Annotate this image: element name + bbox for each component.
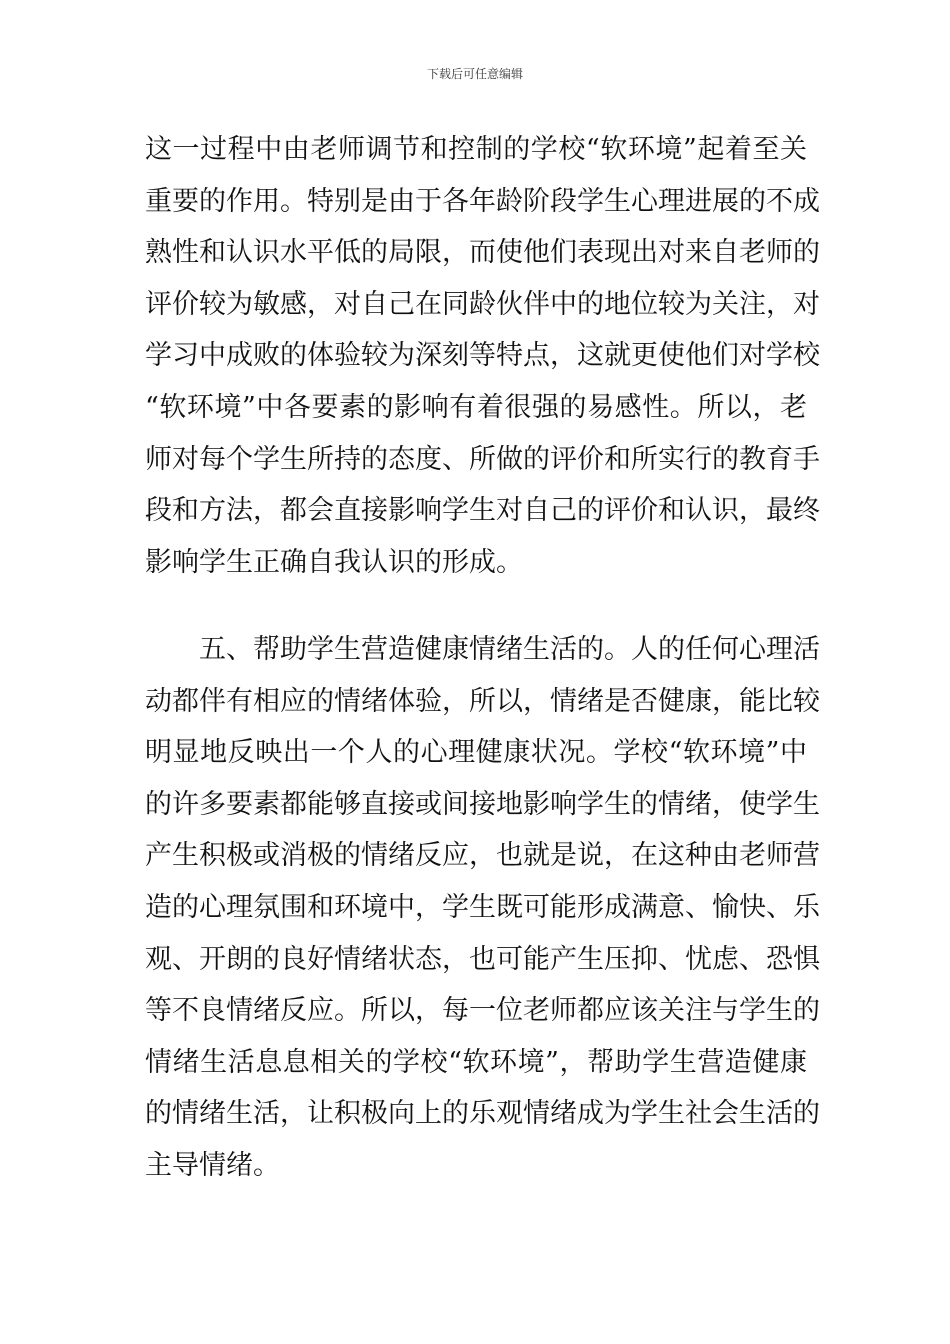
text-line: 段和方法，都会直接影响学生对自己的评价和认识，最终 — [145, 495, 820, 527]
text-line: 产生积极或消极的情绪反应，也就是说，在这种由老师营 — [145, 840, 820, 872]
text-line: 师对每个学生所持的态度、所做的评价和所实行的教育手 — [145, 443, 820, 475]
page-header: 下载后可任意编辑 — [426, 67, 523, 81]
text-line: 的情绪生活，让积极向上的乐观情绪成为学生社会生活的 — [145, 1098, 820, 1130]
text-line: 等不良情绪反应。所以，每一位老师都应该关注与学生的 — [145, 995, 820, 1027]
text-line: 明显地反映出一个人的心理健康状况。学校“软环境”中 — [145, 737, 807, 769]
paragraph-healthy-emotional-life — [145, 624, 820, 1192]
text-line: 动都伴有相应的情绪体验，所以，情绪是否健康，能比较 — [145, 685, 820, 717]
text-line: 造的心理氛围和环境中，学生既可能形成满意、愉快、乐 — [145, 891, 820, 923]
text-line: 评价较为敏感，对自己在同龄伙伴中的地位较为关注，对 — [145, 288, 820, 320]
text-line: 影响学生正确自我认识的形成。 — [145, 546, 523, 578]
text-line: 学习中成败的体验较为深刻等特点，这就更使他们对学校 — [145, 340, 820, 372]
paragraph-soft-environment-role — [145, 124, 820, 588]
text-line: 的许多要素都能够直接或间接地影响学生的情绪，使学生 — [145, 788, 820, 820]
text-line: 这一过程中由老师调节和控制的学校“软环境”起着至关 — [145, 134, 807, 165]
text-line: 五、帮助学生营造健康情绪生活的。人的任何心理活 — [199, 634, 820, 665]
text-line: 主导情绪。 — [145, 1149, 280, 1181]
text-line: 观、开朗的良好情绪状态，也可能产生压抑、忧虑、恐惧 — [145, 943, 820, 975]
text-line: “软环境”中各要素的影响有着很强的易感性。所以，老 — [145, 391, 807, 423]
text-line: 重要的作用。特别是由于各年龄阶段学生心理进展的不成 — [145, 185, 820, 217]
text-line: 情绪生活息息相关的学校“软环境”，帮助学生营造健康 — [145, 1046, 807, 1078]
text-line: 熟性和认识水平低的局限，而使他们表现出对来自老师的 — [145, 237, 820, 269]
